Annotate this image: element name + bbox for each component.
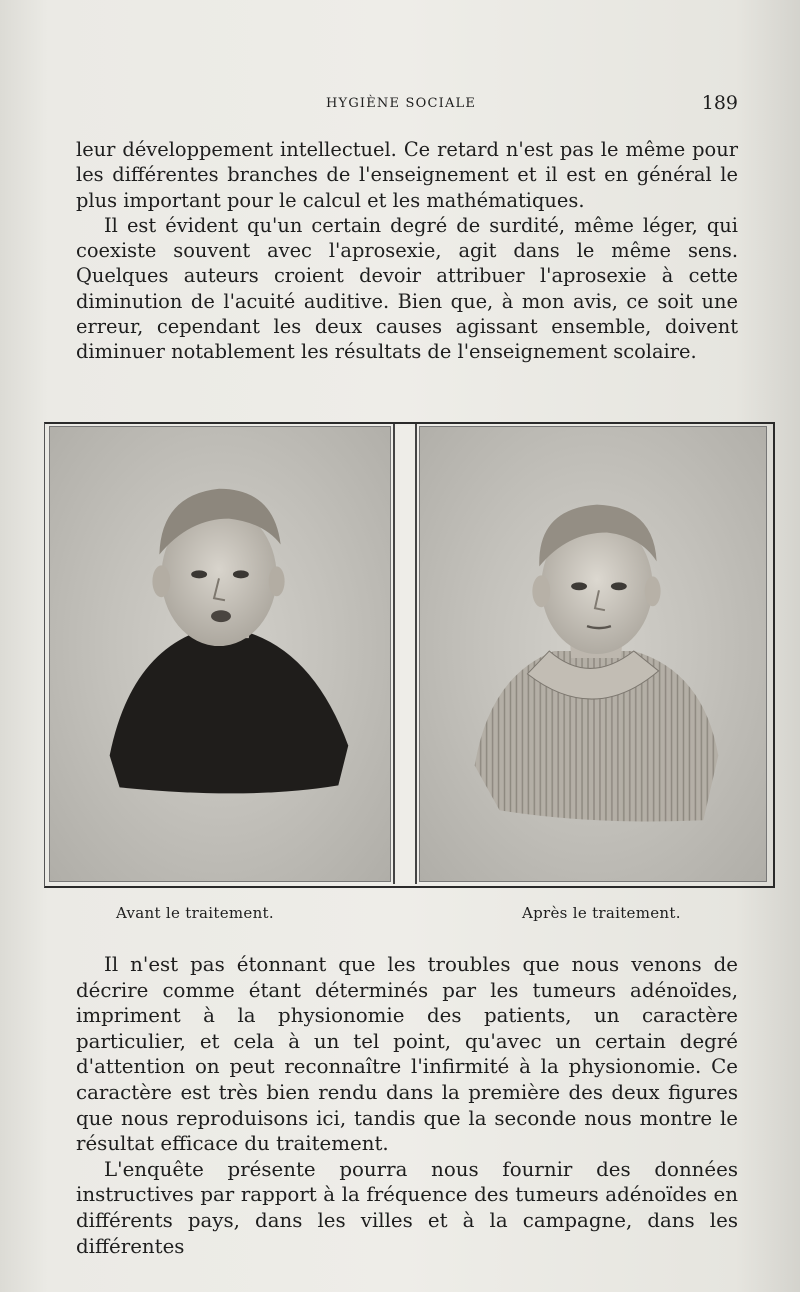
bottom-text-block [76,952,738,1259]
running-title: HYGIÈNE SOCIALE [326,96,477,111]
paragraph-surdite: Il est évident qu'un certain degré de surdité, même léger, qui coexiste souvent avec l'aprosexie, agit dans le même sens. Quelques auteurs croient devoir attribuer l'aprosexie à cette diminution de l'acuité auditive. Bien que, à mon avis, ce soit une erreur, cependant les deux causes agissant ensemble, doivent diminuer notablement les résultats de l'enseignement scolaire. [76,213,738,364]
photo-figure [44,422,775,888]
photo-before-treatment [49,426,391,882]
paragraph-physionomie: Il n'est pas étonnant que les troubles que nous venons de décrire comme étant déterminés par les tumeurs adénoïdes, impriment à la physionomie des patients, un caractère particulier, et cela à un tel point, qu'avec un certain degré d'attention on peut reconnaître l'infirmité à la physionomie. Ce caractère est très bien rendu dans la première des deux figures que nous reproduisons ici, tandis que la seconde nous montre le résultat efficace du traitement. [76,953,738,1156]
top-text-block [76,137,738,365]
page-number: 189 [701,92,738,114]
caption-before-treatment: Avant le traitement. [116,904,274,922]
paragraph-continuation: leur développement intellectuel. Ce retard n'est pas le même pour les différentes branches de l'enseignement et il est en général le plus important pour le calcul et les mathématiques. [76,138,738,212]
boy-portrait-before [50,427,390,881]
photo-after-treatment [419,426,767,882]
caption-after-treatment: Après le traitement. [522,904,681,922]
page-header [76,92,738,120]
photo-divider [393,424,417,884]
paragraph-enquete: L'enquête présente pourra nous fournir des données instructives par rapport à la fréquence des tumeurs adénoïdes en différents pays, dans les villes et à la campagne, dans les différentes [76,1157,738,1258]
boy-portrait-after [420,427,766,881]
